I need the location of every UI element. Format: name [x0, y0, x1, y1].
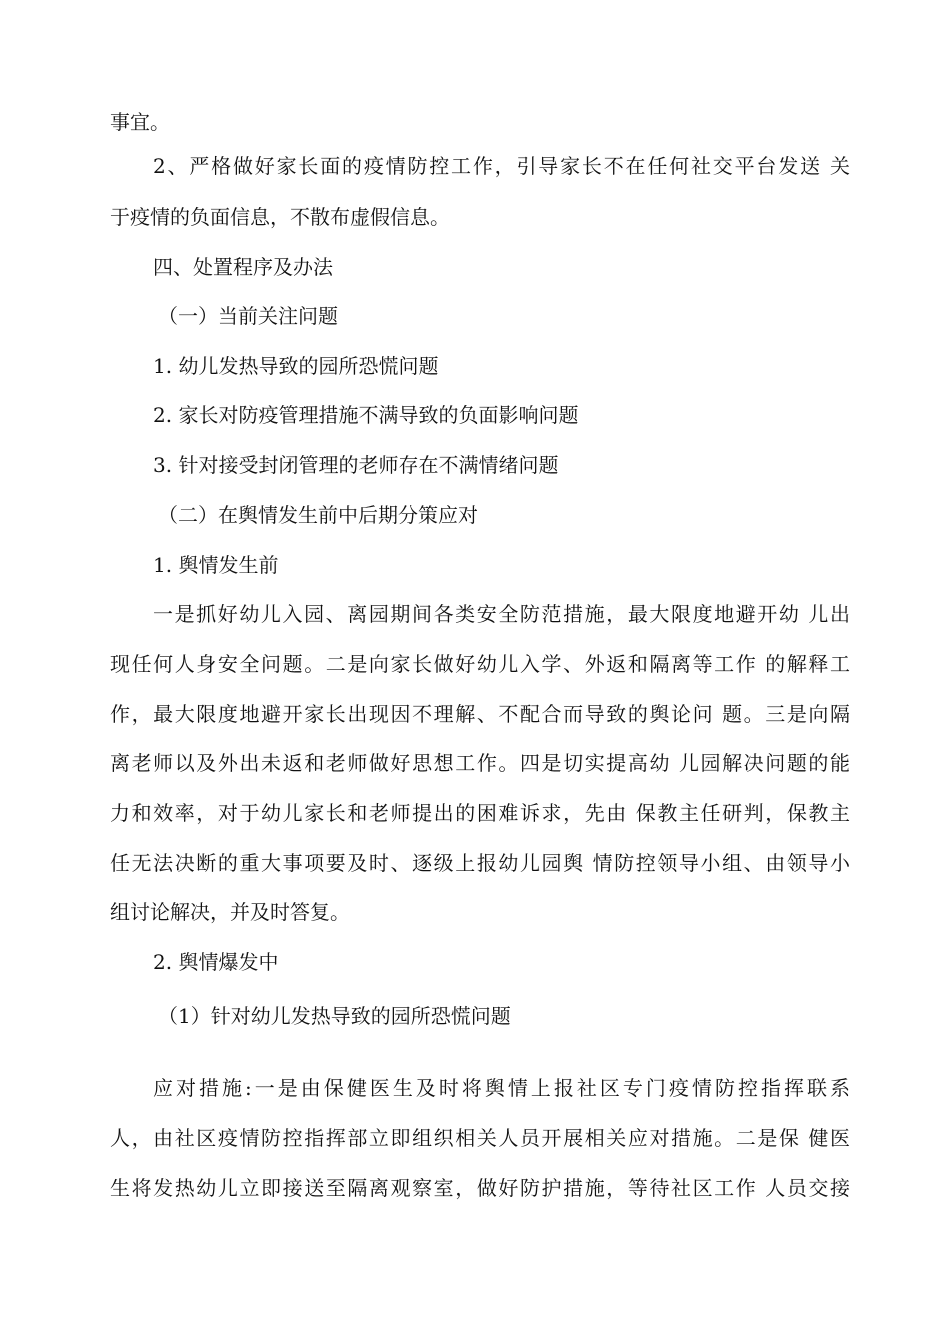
- subsection-heading-2: （二）在舆情发生前中后期分策应对: [158, 503, 478, 527]
- text-line-15: 力和效率，对于幼儿家长和老师提出的困难诉求，先由 保教主任研判，保教主: [110, 801, 850, 825]
- list-item-2: 2. 家长对防疫管理措施不满导致的负面影响问题: [153, 403, 579, 427]
- text-line-12: 现任何人身安全问题。二是向家长做好幼儿入学、外返和隔离等工作 的解释工: [110, 652, 850, 676]
- text-line-11: 一是抓好幼儿入园、离园期间各类安全防范措施，最大限度地避开幼 儿出: [153, 602, 850, 626]
- text-line-2: 2、严格做好家长面的疫情防控工作，引导家长不在任何社交平台发送 关: [153, 154, 850, 178]
- list-item-1: 1. 幼儿发热导致的园所恐慌问题: [153, 354, 439, 378]
- stage-heading-before: 1. 舆情发生前: [153, 553, 279, 577]
- text-line-1: 事宜。: [110, 110, 170, 134]
- text-line-20: 应对措施:一是由保健医生及时将舆情上报社区专门疫情防控指挥联系: [153, 1076, 850, 1100]
- section-heading-4: 四、处置程序及办法: [153, 255, 333, 279]
- issue-heading-1: （1）针对幼儿发热导致的园所恐慌问题: [158, 1004, 511, 1028]
- list-item-3: 3. 针对接受封闭管理的老师存在不满情绪问题: [153, 453, 559, 477]
- stage-heading-during: 2. 舆情爆发中: [153, 950, 279, 974]
- subsection-heading-1: （一）当前关注问题: [158, 304, 338, 328]
- text-line-17: 组讨论解决，并及时答复。: [110, 900, 350, 924]
- text-line-21: 人，由社区疫情防控指挥部立即组织相关人员开展相关应对措施。二是保 健医: [110, 1126, 850, 1150]
- text-line-14: 离老师以及外出未返和老师做好思想工作。四是切实提高幼 儿园解决问题的能: [110, 751, 850, 775]
- text-line-13: 作，最大限度地避开家长出现因不理解、不配合而导致的舆论问 题。三是向隔: [110, 702, 850, 726]
- text-line-22: 生将发热幼儿立即接送至隔离观察室，做好防护措施，等待社区工作 人员交接: [110, 1176, 850, 1200]
- text-line-16: 任无法决断的重大事项要及时、逐级上报幼儿园舆 情防控领导小组、由领导小: [110, 851, 850, 875]
- text-line-3: 于疫情的负面信息，不散布虚假信息。: [110, 205, 450, 229]
